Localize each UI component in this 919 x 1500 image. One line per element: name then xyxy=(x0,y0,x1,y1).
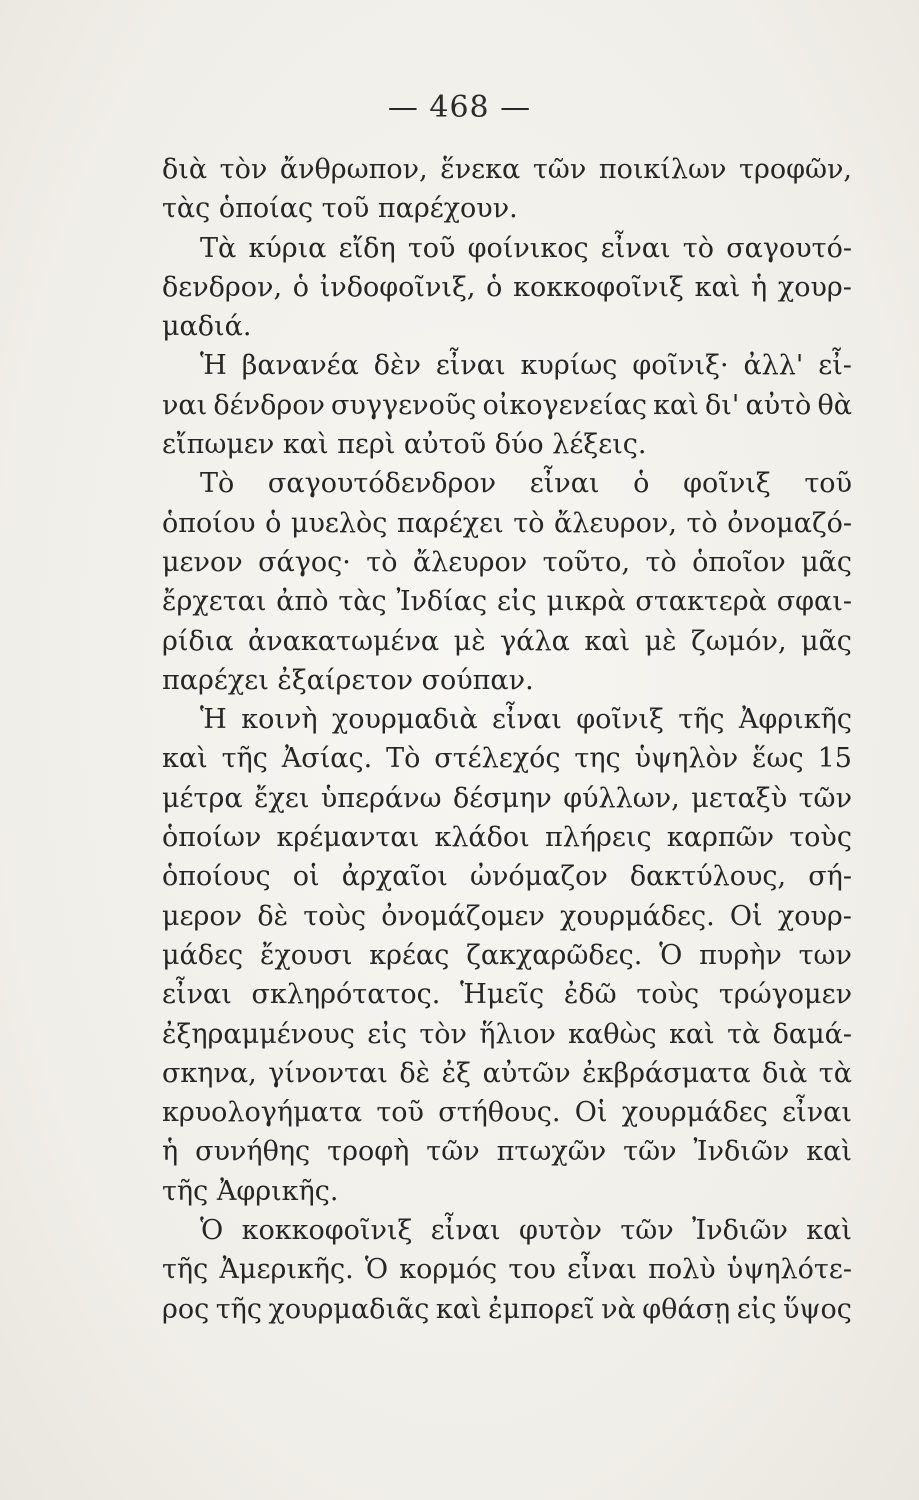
word: δι' xyxy=(705,389,740,421)
word: τοὺς xyxy=(636,979,700,1011)
word: ἀνακατωμένα xyxy=(248,625,440,657)
text-line xyxy=(162,268,852,307)
text-line xyxy=(162,661,852,700)
word: Ὁ xyxy=(659,939,683,971)
text-line xyxy=(162,897,852,936)
word: τὸ xyxy=(513,507,545,539)
word: τὸν xyxy=(219,154,268,185)
word: κρέας xyxy=(369,939,450,971)
word: τοῦτο, xyxy=(542,546,631,578)
word: ποικίλων xyxy=(598,154,727,185)
word: δακτύλους, xyxy=(629,861,787,893)
word: των xyxy=(798,939,852,971)
word: διὰ xyxy=(762,1057,808,1089)
text-line xyxy=(162,504,852,543)
word: Οἱ xyxy=(574,1097,608,1129)
text-line xyxy=(162,936,852,975)
word: εἰς xyxy=(736,1293,777,1325)
word: ὁποίου xyxy=(162,507,256,539)
word: ὁ xyxy=(486,271,503,303)
word: τῆς xyxy=(221,743,268,775)
word: καθὼς xyxy=(568,1018,657,1050)
word: μᾶς xyxy=(801,546,852,578)
text-line xyxy=(162,1054,852,1093)
word: τὸ xyxy=(645,546,677,578)
word: ἡ xyxy=(162,1136,179,1168)
word: ὕψος xyxy=(782,1293,852,1325)
text-line xyxy=(162,464,852,503)
word: μικρὰ xyxy=(546,586,626,618)
word: εἶναι xyxy=(600,232,671,264)
word: εἶναι xyxy=(492,704,562,736)
word: εἴδη xyxy=(338,232,396,264)
word: πλήρεις xyxy=(545,822,652,854)
word: Τὰ xyxy=(200,232,237,264)
word: μενον xyxy=(162,546,243,578)
word: καὶ xyxy=(435,1293,482,1325)
word: χουρμάδες xyxy=(621,1097,768,1129)
word: σκληρότατος. xyxy=(251,979,441,1011)
word: τῶν xyxy=(532,154,587,185)
word: τροφῶν, xyxy=(739,154,852,185)
word: εἶναι xyxy=(529,468,600,500)
word: ἕως xyxy=(752,743,804,775)
word: ὁ xyxy=(292,271,310,303)
word: τοῦ xyxy=(804,468,852,500)
word: σάγος· xyxy=(258,546,351,578)
word: ρίδια xyxy=(162,625,234,657)
text-line xyxy=(162,1211,852,1250)
word: δὲ xyxy=(399,1057,431,1089)
word: τὰ xyxy=(727,1018,761,1050)
text-line xyxy=(162,150,852,189)
text-line-content: παρέχει ἐξαίρετον σούπαν. xyxy=(162,664,534,696)
word: ὀνομαζό- xyxy=(727,507,852,539)
text-line-content: εἴπωμεν καὶ περὶ αὐτοῦ δύο λέξεις. xyxy=(162,429,647,461)
word: τῆς xyxy=(215,1293,262,1325)
word: ἐμπορεῖ xyxy=(488,1293,595,1325)
word: θὰ xyxy=(817,389,852,421)
text-line xyxy=(162,975,852,1014)
word: ναι xyxy=(162,389,208,421)
word: μὲ xyxy=(644,625,677,657)
word: τρώγομεν xyxy=(718,979,852,1011)
text-line xyxy=(162,1015,852,1054)
word: φύλλων, xyxy=(563,782,680,814)
word: ὀνομάζομεν xyxy=(381,900,545,932)
word: εἶναι xyxy=(430,1215,501,1247)
word: φοῖνιξ xyxy=(576,704,664,736)
word: τὸ xyxy=(686,507,718,539)
word: γάλα xyxy=(500,625,570,657)
word: τοὺς xyxy=(789,822,852,854)
word: εἶναι xyxy=(162,979,232,1011)
word: ἡ xyxy=(750,271,768,303)
word: ἔχει xyxy=(254,782,310,814)
word: Ἀσίας. xyxy=(281,743,373,775)
word: φοῖνιξ xyxy=(683,468,771,500)
word: σαγουτό- xyxy=(726,232,852,264)
word: τὰς xyxy=(338,586,387,618)
text-line xyxy=(162,779,852,818)
word: κλάδοι xyxy=(434,822,530,854)
text-line xyxy=(162,1250,852,1289)
word: ἐξηραμμένους xyxy=(162,1018,355,1050)
word: καὶ xyxy=(806,1215,852,1247)
word: χουρμαδιᾶς xyxy=(268,1293,430,1325)
word: κοκκοφοῖνιξ xyxy=(513,271,684,303)
word: τῶν xyxy=(798,782,852,814)
text-line xyxy=(162,857,852,896)
text-line xyxy=(162,622,852,661)
text-line xyxy=(162,1132,852,1171)
word: εἶναι xyxy=(782,1097,852,1129)
word: Οἱ xyxy=(729,900,763,932)
word: Τὸ xyxy=(386,743,421,775)
word: σαγουτόδενδρον xyxy=(267,468,497,500)
word: τὰ xyxy=(818,1057,852,1089)
word: ἀπὸ xyxy=(276,586,329,618)
word: μὲ xyxy=(453,625,486,657)
word: δαμά- xyxy=(772,1018,852,1050)
word: Ἀμερικῆς. xyxy=(219,1254,354,1286)
word: Ἡ xyxy=(200,350,227,382)
text-line xyxy=(162,739,852,778)
word: σκηνα, xyxy=(162,1057,257,1089)
word: εἶναι xyxy=(435,350,506,382)
word: παρέχει xyxy=(396,507,504,539)
word: ζακχαρῶδες. xyxy=(466,939,643,971)
word: ὁποίους xyxy=(162,861,271,893)
word: αὐτὸ xyxy=(745,389,812,421)
word: τῶν xyxy=(623,1136,677,1168)
word: μερον xyxy=(162,900,243,932)
word: τὸν xyxy=(419,1018,467,1050)
word: ἄνθρωπον, xyxy=(279,154,428,185)
word: ζωμόν, xyxy=(691,625,787,657)
word: εἶναι xyxy=(567,1254,637,1286)
word: κορμός xyxy=(399,1254,498,1286)
word: βανανέα xyxy=(241,350,359,382)
word: ἔρχεται xyxy=(162,586,267,618)
word: κοινὴ xyxy=(241,704,318,736)
word: αὐτῶν xyxy=(482,1057,571,1089)
word: συνήθης xyxy=(195,1136,311,1168)
word: τῶν xyxy=(620,1215,674,1247)
text-line xyxy=(162,386,852,425)
text-line-content: τὰς ὁποίας τοῦ παρέχουν. xyxy=(162,193,518,225)
word: τοὺς xyxy=(303,900,367,932)
word: φυτὸν xyxy=(519,1215,602,1247)
word: ἄλευρον, xyxy=(554,507,677,539)
text-line xyxy=(162,582,852,621)
word: Ἰνδιῶν xyxy=(693,1136,790,1168)
word: στέλεχός xyxy=(434,743,561,775)
word: κοκκοφοῖνιξ xyxy=(241,1215,413,1247)
word: καὶ xyxy=(694,271,741,303)
word: χουρ- xyxy=(777,271,852,303)
word: σή- xyxy=(808,861,852,893)
word: του xyxy=(508,1254,556,1286)
word: ἐδῶ xyxy=(563,979,617,1011)
word: στήθους. xyxy=(438,1097,561,1129)
word: της xyxy=(574,743,621,775)
word: γίνονται xyxy=(268,1057,388,1089)
word: κρέμανται xyxy=(276,822,420,854)
word: ὑψηλότε- xyxy=(726,1254,852,1286)
word: Ἀφρικῆς xyxy=(738,704,852,736)
text-line-content: μαδιά. xyxy=(162,311,252,343)
text-line-content: τῆς Ἀφρικῆς. xyxy=(162,1175,339,1207)
text-line xyxy=(162,425,852,464)
word: δενδρον, xyxy=(162,271,283,303)
text-line xyxy=(162,346,852,385)
word: Ἡ xyxy=(200,704,227,736)
word: ὑψηλὸν xyxy=(634,743,739,775)
word: κύρια xyxy=(248,232,327,264)
word: ἄλευρον xyxy=(412,546,528,578)
word: φοῖνιξ· xyxy=(632,350,729,382)
text-line xyxy=(162,1093,852,1132)
word: χουρμάδες. xyxy=(560,900,715,932)
word: δένδρον xyxy=(213,389,325,421)
body-text xyxy=(162,150,852,1329)
word: εἶ- xyxy=(818,350,852,382)
word: τροφὴ xyxy=(327,1136,410,1168)
word: δὲν xyxy=(373,350,421,382)
word: δὲ xyxy=(257,900,289,932)
word: Ὁ xyxy=(364,1254,389,1286)
word: τοῦ xyxy=(407,232,456,264)
word: ὑπεράνω xyxy=(320,782,442,814)
word: ρος xyxy=(162,1293,210,1325)
word: 15 xyxy=(817,743,852,775)
word: ὁποῖον xyxy=(692,546,786,578)
word: ἕνεκα xyxy=(440,154,521,185)
word: στακτερὰ xyxy=(635,586,767,618)
word: φθάσῃ xyxy=(642,1293,731,1325)
text-line xyxy=(162,189,852,228)
word: εἰς xyxy=(367,1018,407,1050)
word: σφαι- xyxy=(776,586,852,618)
word: ἐκβράσματα xyxy=(582,1057,751,1089)
word: τῶν xyxy=(426,1136,480,1168)
word: ἥλιον xyxy=(479,1018,556,1050)
word: διὰ xyxy=(162,154,208,185)
page-number: — 468 — xyxy=(387,90,532,125)
word: μεταξὺ xyxy=(691,782,788,814)
word: ἔχουσι xyxy=(259,939,353,971)
word: μάδες xyxy=(162,939,244,971)
word: Ἰνδίας xyxy=(396,586,488,618)
word: πολὺ xyxy=(648,1254,716,1286)
word: ἀρχαῖοι xyxy=(341,861,448,893)
word: Ἰνδιῶν xyxy=(692,1215,788,1247)
word: ἐξ xyxy=(441,1057,472,1089)
word: καὶ xyxy=(653,389,699,421)
word: οἱ xyxy=(292,861,320,893)
word: δέσμην xyxy=(452,782,552,814)
word: νὰ xyxy=(601,1293,636,1325)
word: κρυολογήματα xyxy=(162,1097,363,1129)
word: τὸ xyxy=(682,232,714,264)
text-line xyxy=(162,543,852,582)
word: τῆς xyxy=(162,1254,209,1286)
word: τοῦ xyxy=(376,1097,424,1129)
text-line xyxy=(162,229,852,268)
text-line xyxy=(162,1172,852,1211)
text-line xyxy=(162,307,852,346)
text-line xyxy=(162,700,852,739)
word: καὶ xyxy=(669,1018,715,1050)
word: ὁ xyxy=(265,507,282,539)
word: οἰκογενείας xyxy=(482,389,647,421)
word: ὁποίων xyxy=(162,822,262,854)
word: Τὸ xyxy=(200,468,235,500)
word: πτωχῶν xyxy=(496,1136,607,1168)
word: κυρίως xyxy=(520,350,618,382)
word: συγγενοῦς xyxy=(331,389,477,421)
word: ἀλλ' xyxy=(743,350,804,382)
word: τῆς xyxy=(678,704,725,736)
word: καὶ xyxy=(806,1136,852,1168)
word: καὶ xyxy=(584,625,631,657)
word: ὁ xyxy=(633,468,650,500)
word: φοίνικος xyxy=(467,232,589,264)
word: μᾶς xyxy=(801,625,852,657)
word: πυρὴν xyxy=(699,939,782,971)
word: μυελὸς xyxy=(290,507,388,539)
text-line xyxy=(162,1290,852,1329)
word: τὸ xyxy=(366,546,398,578)
word: καρπῶν xyxy=(666,822,774,854)
word: μέτρα xyxy=(162,782,243,814)
word: καὶ xyxy=(162,743,208,775)
word: Ἡμεῖς xyxy=(460,979,545,1011)
word: ἰνδοφοῖνιξ, xyxy=(319,271,476,303)
word: εἰς xyxy=(496,586,537,618)
word: ὠνόμαζον xyxy=(470,861,608,893)
word: χουρμαδιὰ xyxy=(331,704,478,736)
text-line xyxy=(162,818,852,857)
word: Ὁ xyxy=(200,1215,224,1247)
word: χουρ- xyxy=(777,900,852,932)
